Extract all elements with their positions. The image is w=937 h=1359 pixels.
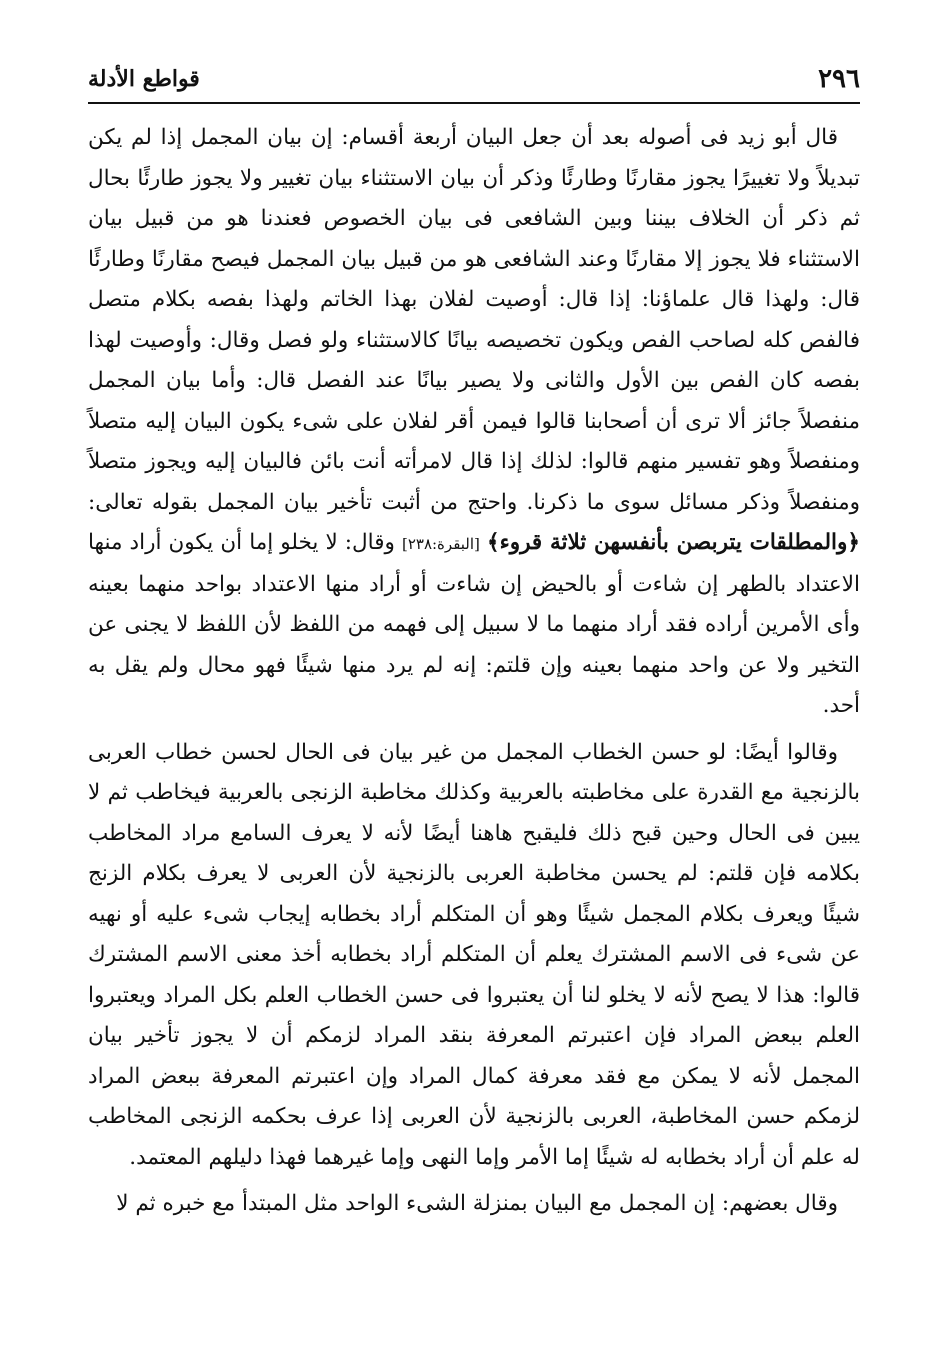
quran-citation: [البقرة:٢٣٨]: [401, 535, 480, 553]
paragraph-3: وقال بعضهم: إن المجمل مع البيان بمنزلة الشىء الواحد مثل المبتدأ مع خبره ثم لا: [116, 1191, 838, 1216]
text-body: [88, 118, 860, 1231]
page-header: [88, 62, 860, 104]
page-number: ٢٩٦: [818, 64, 860, 94]
quran-verse: ﴿والمطلقات يتربصن بأنفسهن ثلاثة قروء﴾: [486, 530, 860, 555]
paragraph-1-continuation: وقال: لا يخلو إما أن يكون أراد منها الاعتداد بالطهر إن شاءت أو بالحيض إن شاءت أو أراد منها الاعتداد بواحد منهما بعينه وأى الأمرين أراده فقد أراد منهما ما لا سبيل إلى فهمه من اللفظ لأن اللفظ لا يجنى عن التخير ولا عن واحد منهما بعينه وإن قلتم: إنه لم يرد منها شيئًا فهو محال ولم يقل به أحد.: [88, 530, 860, 718]
paragraph-1-text: قال أبو زيد فى أصوله بعد أن جعل البيان أربعة أقسام: إن بيان المجمل إذا لم يكن تبديلاً ولا تغييرًا يجوز مقارنًا وطارئًا وذكر أن بيان الاستثناء بيان تغيير ولا يجوز طارئًا بحال ثم ذكر أن الخلاف بيننا وبين الشافعى فى بيان الخصوص فعندنا هو من قبيل بيان الاستثناء فلا يجوز إلا مقارنًا وعند الشافعى هو من قبيل بيان المجمل فيصح مقارنًا وطارئًا قال: ولهذا قال علماؤنا: إذا قال: أوصيت لفلان بهذا الخاتم ولهذا بفصه بكلام متصل فالفص كله لصاحب الفص ويكون تخصيصه بيانًا كالاستثناء ولو فصل وقال: وأوصيت لهذا بفصه كان الفص بين الأول والثانى ولا يصير بيانًا عند الفصل قال: وأما بيان المجمل منفصلاً جائز ألا ترى أن أصحابنا قالوا فيمن أقر لفلان على شىء يكون البيان إليه متصلاً ومنفصلاً وهو تفسير منهم قالوا: لذلك إذا قال لامرأته أنت بائن فالبيان إليه ويجوز متصلاً ومنفصلاً وذكر مسائل سوى ما ذكرنا. واحتج من أثبت تأخير بيان المجمل بقوله تعالى:: [88, 125, 860, 515]
paragraph-2: وقالوا أيضًا: لو حسن الخطاب المجمل من غير بيان فى الحال لحسن خطاب العربى بالزنجية مع القدرة على مخاطبته بالعربية وكذلك مخاطبة الزنجى بالعربية فيخاطب ثم لا يبين فى الحال وحين قبح ذلك فليقبح هاهنا أيضًا لأنه لا يعرف السامع مراد المخاطب بكلامه فإن قلتم: لم يحسن مخاطبة العربى بالزنجية لأن العربى لا يعرف بكلام الزنج شيئًا ويعرف بكلام المجمل شيئًا وهو أن المتكلم أراد بخطابه إيجاب شىء عليه أو نهيه عن شىء فى الاسم المشترك يعلم أن المتكلم أراد بخطابه أخذ معنى الاسم المشترك قالوا: هذا لا يصح لأنه لا يخلو لنا أن يعتبروا فى حسن الخطاب العلم بكل المراد ويعتبروا العلم ببعض المراد فإن اعتبرتم المعرفة بنقد المراد لزمكم أن لا يجوز تأخير بيان المجمل لأنه لا يمكن مع فقد معرفة كمال المراد وإن اعتبرتم المعرفة ببعض المراد لزمكم حسن المخاطبة، العربى بالزنجية لأن العربى إذا عرف بحكمه الزنجى المخاطب له علم أن أراد بخطابه له شيئًا إما الأمر وإما النهى وإما غيرهما فهذا دليلهم المعتمد.: [88, 739, 860, 1170]
book-title: قواطع الأدلة: [88, 66, 200, 92]
paragraph-1: [88, 118, 860, 727]
